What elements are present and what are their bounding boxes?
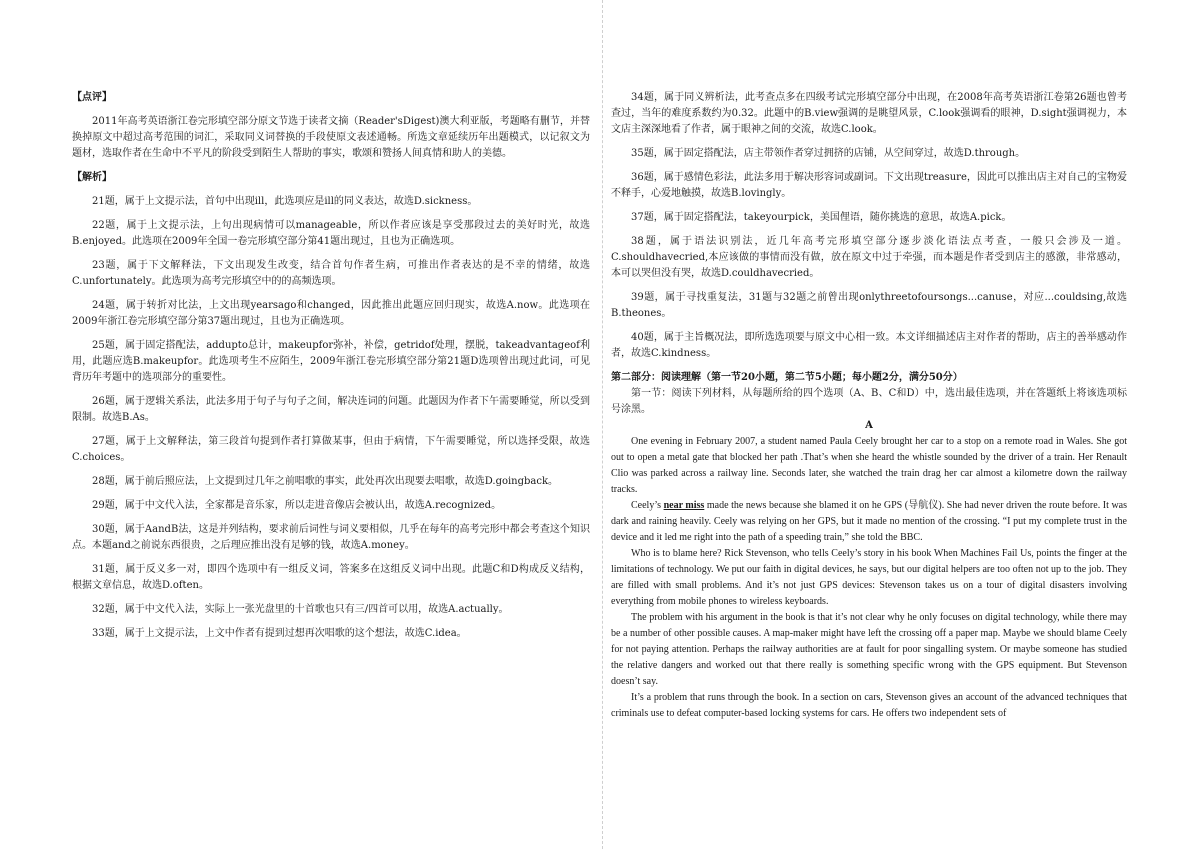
comment-paragraph: 2011年高考英语浙江卷完形填空部分原文节选于读者文摘（Reader'sDigest)澳大利亚版，考题略有删节，并替换掉原文中超过高考范围的词汇，采取同义词替换的手段使原文表述通畅。所选文章延续历年出题模式，以记叙文为题材，选取作者在生命中不平凡的阶段受到陌生人帮助的事实，歌颂和赞扬人间真情和助人的美德。 [72,116,590,159]
passage-paragraph: Who is to blame here? Rick Stevenson, who tells Ceely’s story in his book When Machines Fail Us, points the finger at the limitations of technology. We put our faith in digital devices, he says, but our digital helpers are too often not up to the job. They are filled with small problems. And it’s not just GPS devices: Stevenson takes us on a tour of digital disasters involving everything from mobile phones to wireless keyboards. [611,548,1127,607]
analysis-heading: 【解析】 [72,172,112,183]
near-miss-after: made the news because she blamed it on he GPS (导航仪). She had never driven the route before. It was dark and raining heavily. Ceely was relying on her GPS, but it made no mention of the crossing. “I put my complete trust in the device and it led me right into the path of a speeding train,” she told the BBC. [611,500,1128,543]
analysis-item: 21题，属于上文提示法，首句中出现ill，此选项应是ill的同义表达，故选D.sickness。 [92,196,478,207]
near-miss-term: near miss [663,500,705,511]
analysis-item: 29题，属于中文代入法，全家都是音乐家，所以走进音像店会被认出，故选A.recognized。 [92,500,502,511]
analysis-item: 38题，属于语法识别法，近几年高考完形填空部分逐步淡化语法点考查，一般只会涉及一道。C.shouldhavecried,本应该做的事情而没有做，放在原文中过于牵强，而本题是作者受到店主的感激，非常感动，本可以哭但没有哭，故选D.couldhavecried。 [611,236,1127,279]
passage-label: A [865,420,873,431]
passage-paragraph: One evening in February 2007, a student named Paula Ceely brought her car to a stop on a remote road in Wales. She got out to open a metal gate that blocked her path .That’s when she heard the whistle sounded by the driver of a train. Her Renault Clio was parked across a railway line. Seconds later, she watched the train drag her car almost a kilometre down the railway tracks. [611,436,1127,495]
analysis-item: 32题，属于中文代入法，实际上一张光盘里的十首歌也只有三/四首可以用，故选A.actually。 [92,604,509,615]
analysis-item: 25题，属于固定搭配法，addupto总计，makeupfor弥补，补偿，getridof处理，摆脱，takeadvantageof利用，此题应选B.makeupfor。此选项考生不应陌生，2009年浙江卷完形填空部分第21题D选项曾出现过此词，可见背历年考题中的选项部分的重要性。 [72,340,590,383]
analysis-item: 26题，属于逻辑关系法，此法多用于句子与句子之间，解决连词的问题。此题因为作者下午需要睡觉，所以受到限制。故选B.As。 [72,396,590,423]
analysis-item: 22题，属于上文提示法，上句出现病情可以manageable，所以作者应该是享受那段过去的美好时光，故选B.enjoyed。此选项在2009年全国一卷完形填空部分第41题出现过，且也为正确选项。 [72,220,590,247]
analysis-item: 36题，属于感情色彩法，此法多用于解决形容词或副词。下文出现treasure，因此可以推出店主对自己的宝物爱不释手，心爱地触摸，故选B.lovingly。 [611,172,1127,199]
passage-paragraph: It’s a problem that runs through the book. In a section on cars, Stevenson gives an account of the advanced techniques that criminals use to defeat computer-based locking systems for cars. He offers two independent sets of [611,692,1127,719]
analysis-item: 33题，属于上文提示法，上文中作者有提到过想再次唱歌的这个想法，故选C.idea。 [92,628,467,639]
section1-intro: 第一节：阅读下列材料，从每题所给的四个选项（A、B、C和D）中，选出最佳选项，并在答题纸上将该选项标号涂黑。 [611,388,1127,415]
analysis-item: 39题，属于寻找重复法，31题与32题之前曾出现onlythreetofoursongs...canuse，对应...couldsing,故选B.theones。 [611,292,1127,319]
near-miss-before: Ceely’s [631,500,664,511]
right-column [611,90,1127,722]
comment-heading: 【点评】 [72,92,112,103]
analysis-item: 23题，属于下文解释法，下文出现发生改变，结合首句作者生病，可推出作者表达的是不幸的情绪，故选C.unfortunately。此选项为高考完形填空中的的高频选项。 [72,260,590,287]
passage-paragraph: The problem with his argument in the book is that it’s not clear why he only focuses on digital technology, while there may be a number of other possible causes. A map-maker might have left the crossing off a paper map. Maybe we should blame Ceely for not paying attention. Perhaps the railway authorities are at fault for poor singalling system. Or maybe someone has studied the relative dangers and worked out that there really is something specific wrong with the GPS equipment. But Stevenson doesn’t say. [611,612,1127,687]
analysis-item: 34题，属于同义辨析法，此考查点多在四级考试完形填空部分中出现，在2008年高考英语浙江卷第26题也曾考查过，当年的难度系数约为0.32。此题中的B.view强调的是眺望风景，C.look强调看的眼神，D.sight强调视力，本文店主深深地看了作者，属于眼神之间的交流，故选C.look。 [611,92,1127,135]
analysis-item: 27题，属于上文解释法，第三段首句提到作者打算做某事，但由于病情，下午需要睡觉，所以选择受限，故选C.choices。 [72,436,590,463]
part2-heading: 第二部分：阅读理解（第一节20小题，第二节5小题；每小题2分，满分50分） [611,372,963,383]
left-column [72,90,590,650]
analysis-item: 37题，属于固定搭配法，takeyourpick，美国俚语，随你挑选的意思，故选A.pick。 [631,212,1012,223]
analysis-item: 31题，属于反义多一对，即四个选项中有一组反义词，答案多在这组反义词中出现。此题C和D构成反义结构，根据文章信息，故选D.often。 [72,564,590,591]
analysis-item: 24题，属于转折对比法，上文出现yearsago和changed，因此推出此题应回归现实，故选A.now。此选项在2009年浙江卷完形填空部分第37题出现过，且也为正确选项。 [72,300,590,327]
analysis-item: 28题，属于前后照应法，上文提到过几年之前唱歌的事实，此处再次出现要去唱歌，故选D.goingback。 [92,476,559,487]
analysis-item: 35题，属于固定搭配法，店主带领作者穿过拥挤的店铺，从空间穿过，故选D.through。 [631,148,1026,159]
analysis-item: 40题，属于主旨概况法，即所选选项要与原文中心相一致。本文详细描述店主对作者的帮助，店主的善举感动作者，故选C.kindness。 [611,332,1127,359]
passage-paragraph-near-miss [611,498,1127,546]
analysis-item: 30题，属于AandB法，这是并列结构，要求前后词性与词义要相似，几乎在每年的高考完形中都会考查这个知识点。本题and之前说东西很贵，之后理应推出没有足够的钱，故选A.money。 [72,524,590,551]
column-divider [602,0,603,849]
